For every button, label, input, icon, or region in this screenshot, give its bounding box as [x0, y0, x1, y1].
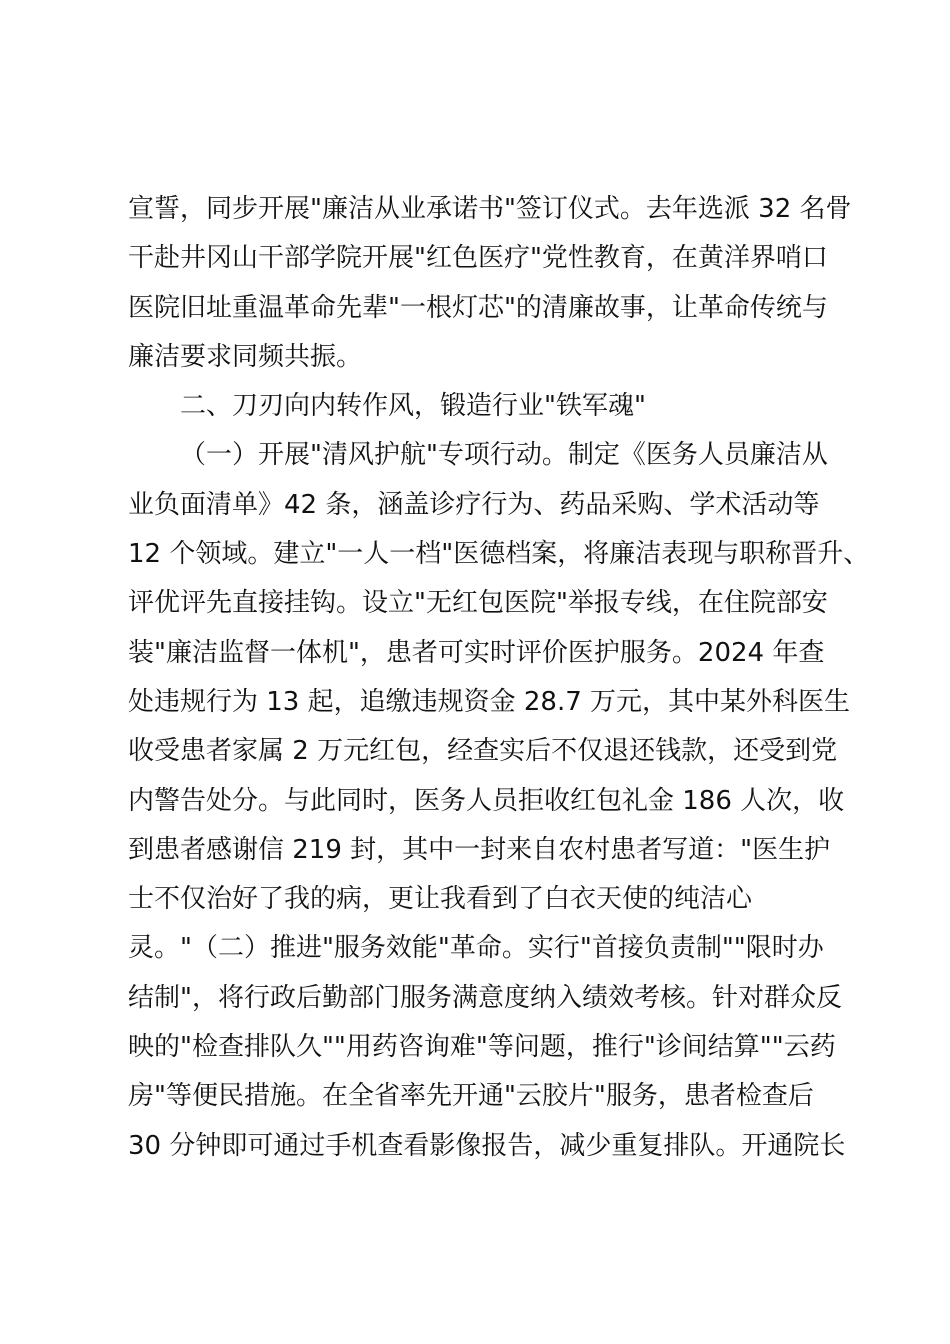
- text-line: 业负面清单》42 条，涵盖诊疗行为、药品采购、学术活动等: [128, 489, 820, 520]
- text-line: 30 分钟即可通过手机查看影像报告，减少重复排队。开通院长: [128, 1130, 846, 1161]
- text-line: 医院旧址重温革命先辈"一根灯芯"的清廉故事，让革命传统与: [128, 292, 828, 323]
- text-line: 灵。"（二）推进"服务效能"革命。实行"首接负责制""限时办: [128, 933, 824, 964]
- text-line: 到患者感谢信 219 封，其中一封来自农村患者写道："医生护: [128, 834, 831, 865]
- text-line: 处违规行为 13 起，追缴违规资金 28.7 万元，其中某外科医生: [128, 686, 851, 717]
- text-line: 结制"，将行政后勤部门服务满意度纳入绩效考核。针对群众反: [128, 982, 842, 1013]
- text-line: 房"等便民措施。在全省率先开通"云胶片"服务，患者检查后: [128, 1081, 814, 1112]
- text-line: 干赴井冈山干部学院开展"红色医疗"党性教育，在黄洋界哨口: [128, 243, 828, 274]
- text-line: 收受患者家属 2 万元红包，经查实后不仅退还钱款，还受到党: [128, 736, 838, 767]
- text-line: （一）开展"清风护航"专项行动。制定《医务人员廉洁从: [180, 440, 828, 471]
- text-line: 装"廉洁监督一体机"，患者可实时评价医护服务。2024 年查: [128, 637, 825, 668]
- text-line: 宣誓，同步开展"廉洁从业承诺书"签订仪式。去年选派 32 名骨: [128, 194, 852, 224]
- text-line: 12 个领域。建立"一人一档"医德档案，将廉洁表现与职称晋升、: [128, 539, 870, 570]
- text-line: 映的"检查排队久""用药咨询难"等问题，推行"诊间结算""云药: [128, 1032, 836, 1063]
- text-line: 士不仅治好了我的病，更让我看到了白衣天使的纯洁心: [128, 884, 753, 915]
- text-line: 评优评先直接挂钩。设立"无红包医院"举报专线，在住院部安: [128, 588, 828, 619]
- text-line: 内警告处分。与此同时，医务人员拒收红包礼金 186 人次，收: [128, 785, 845, 816]
- section-heading: 二、刀刃向内转作风，锻造行业"铁军魂": [180, 391, 646, 422]
- text-line: 廉洁要求同频共振。: [128, 341, 363, 372]
- body-text: [128, 185, 870, 1171]
